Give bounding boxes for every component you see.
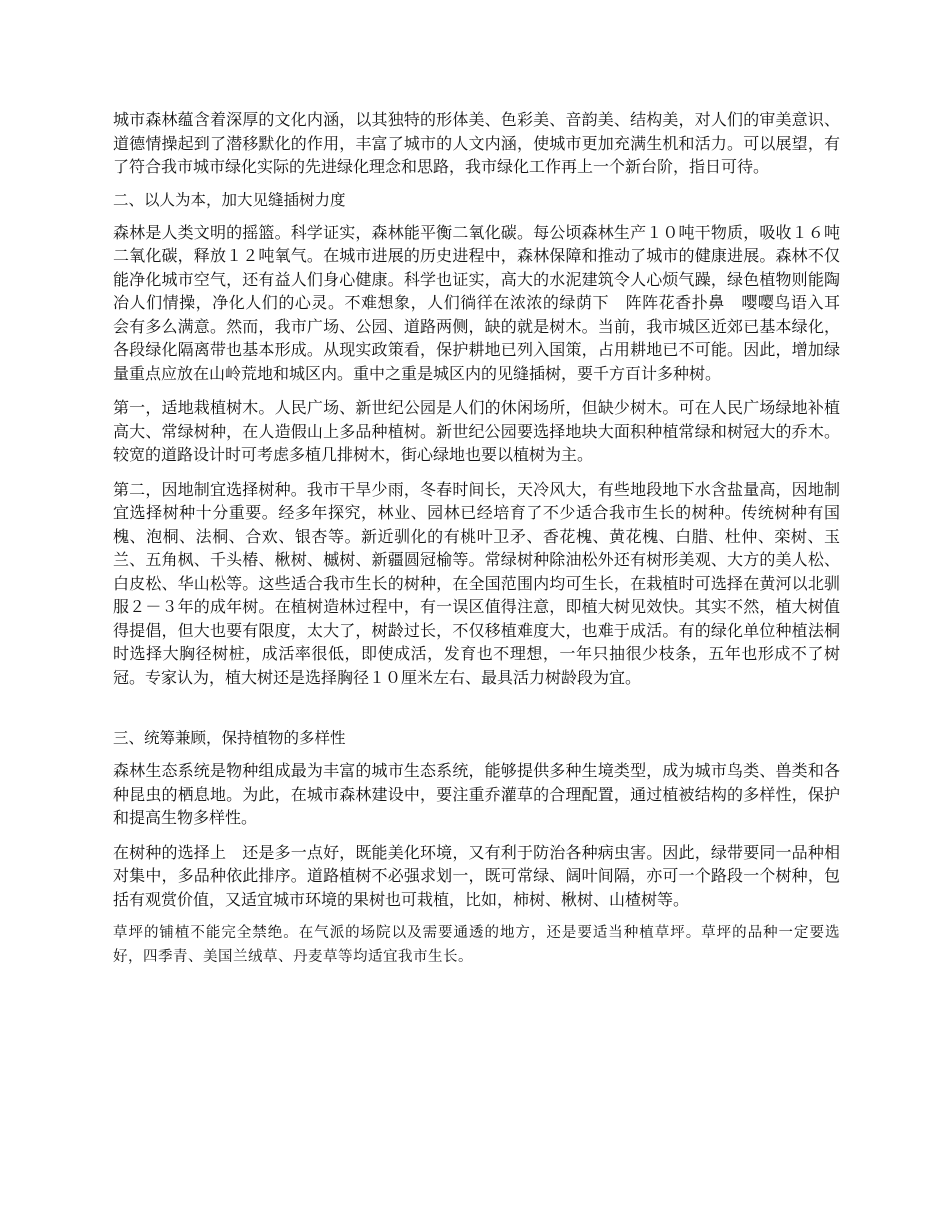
section-heading-2: 二、以人为本，加大见缝插树力度 <box>113 190 346 209</box>
paragraph-ecosystem: 森林生态系统是物种组成最为丰富的城市生态系统，能够提供多种生境类型，成为城市鸟类、兽类和各种昆虫的栖息地。为此，在城市森林建设中，要注重乔灌草的合理配置，通过植被结构的多样性，保护和提高生物多样性。 <box>113 761 840 827</box>
paragraph-tree-selection: 在树种的选择上 还是多一点好，既能美化环境，又有利于防治各种病虫害。因此，绿带要同一品种相对集中，多品种依此排序。道路植树不必强求划一，既可常绿、阔叶间隔，亦可一个路段一个树种，包括有观赏价值，又适宜城市环境的果树也可栽植，比如，柿树、楸树、山楂树等。 <box>113 842 840 909</box>
document-page <box>113 108 857 969</box>
paragraph-lawn: 草坪的铺植不能完全禁绝。在气派的场院以及需要通透的地方，还是要适当种植草坪。草坪的品种一定要选好，四季青、美国兰绒草、丹麦草等均适宜我市生长。 <box>113 925 840 965</box>
paragraph-intro: 城市森林蕴含着深厚的文化内涵，以其独特的形体美、色彩美、音韵美、结构美，对人们的审美意识、道德情操起到了潜移默化的作用，丰富了城市的人文内涵，使城市更加充满生机和活力。可以展望，有了符合我市城市绿化实际的先进绿化理念和思路，我市绿化工作再上一个新台阶，指日可待。 <box>113 110 840 176</box>
paragraph-second: 第二，因地制宜选择树种。我市干旱少雨，冬春时间长，天冷风大，有些地段地下水含盐量高，因地制宜选择树种十分重要。经多年探究，林业、园林已经培育了不少适合我市生长的树种。传统树种有国槐、泡桐、法桐、合欢、银杏等。新近驯化的有桃叶卫矛、香花槐、黄花槐、白腊、杜仲、栾树、玉兰、五角枫、千头椿、楸树、槭树、新疆圆冠榆等。常绿树种除油松外还有树形美观、大方的美人松、白皮松、华山松等。这些适合我市生长的树种，在全国范围内均可生长，在栽植时可选择在黄河以北驯服２－３年的成年树。在植树造林过程中，有一误区值得注意，即植大树见效快。其实不然，植大树值得提倡，但大也要有限度，太大了，树龄过长，不仅移植难度大，也难于成活。有的绿化单位种植法桐时选择大胸径树桩，成活率很低，即使成活，发育也不理想，一年只抽很少枝条，五年也形成不了树冠。专家认为，植大树还是选择胸径１０厘米左右、最具活力树龄段为宜。 <box>113 479 840 687</box>
paragraph-forest: 森林是人类文明的摇篮。科学证实，森林能平衡二氧化碳。每公顷森林生产１０吨干物质，吸收１６吨二氧化碳，释放１２吨氧气。在城市进展的历史进程中，森林保障和推动了城市的健康进展。森林不仅能净化城市空气，还有益人们身心健康。科学也证实，高大的水泥建筑令人心烦气躁，绿色植物则能陶冶人们情操，净化人们的心灵。不难想象，人们徜徉在浓浓的绿荫下 阵阵花香扑鼻 嘤嘤鸟语入耳 会有多么满意。然而，我市广场、公园、道路两侧，缺的就是树木。当前，我市城区近郊已基本绿化，各段绿化隔离带也基本形成。从现实政策看，保护耕地已列入国策，占用耕地已不可能。因此，增加绿量重点应放在山岭荒地和城区内。重中之重是城区内的见缝插树，要千方百计多种树。 <box>113 222 857 383</box>
section-heading-3: 三、统筹兼顾，保持植物的多样性 <box>113 729 346 747</box>
paragraph-first: 第一，适地栽植树木。人民广场、新世纪公园是人们的休闲场所，但缺少树木。可在人民广场绿地补植高大、常绿树种，在人造假山上多品种植树。新世纪公园要选择地块大面积种植常绿和树冠大的乔木。较宽的道路设计时可考虑多植几排树木，街心绿地也要以植树为主。 <box>113 398 840 464</box>
